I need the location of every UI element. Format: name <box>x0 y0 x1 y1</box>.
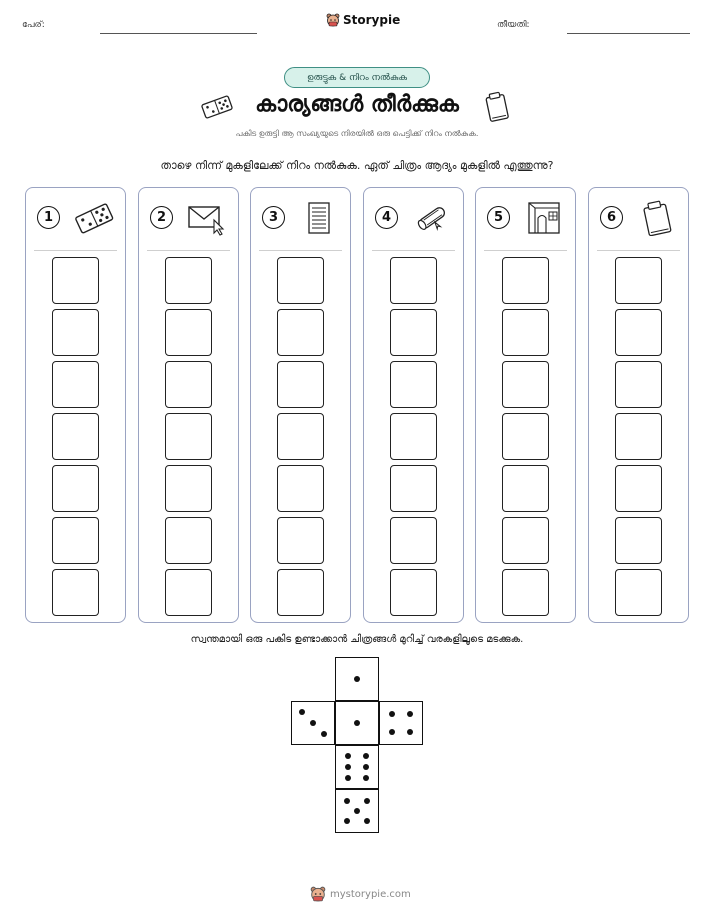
name-label: പേര്: <box>22 20 45 30</box>
color-box[interactable] <box>52 309 99 356</box>
color-box[interactable] <box>277 257 324 304</box>
column-2 <box>138 187 239 623</box>
color-box[interactable] <box>502 309 549 356</box>
color-box[interactable] <box>277 413 324 460</box>
color-box[interactable] <box>615 413 662 460</box>
die-face-1 <box>335 701 379 745</box>
color-box[interactable] <box>615 569 662 616</box>
color-box[interactable] <box>502 517 549 564</box>
footer <box>310 886 411 902</box>
scroll-icon <box>412 200 452 236</box>
color-box[interactable] <box>390 569 437 616</box>
color-box[interactable] <box>165 413 212 460</box>
brand-logo <box>326 13 400 27</box>
color-box[interactable] <box>52 569 99 616</box>
color-box[interactable] <box>277 465 324 512</box>
color-box[interactable] <box>390 465 437 512</box>
column-6 <box>588 187 689 623</box>
column-divider <box>372 250 455 251</box>
clipboard-icon <box>637 200 677 236</box>
column-divider <box>484 250 567 251</box>
room-window-icon <box>524 200 564 236</box>
column-divider <box>34 250 117 251</box>
color-box[interactable] <box>277 569 324 616</box>
color-box[interactable] <box>52 413 99 460</box>
color-box[interactable] <box>502 257 549 304</box>
instruction-text: താഴെ നിന്ന് മുകളിലേക്ക് നിറം നൽകുക. ഏത് ചിത്രം ആദ്യം മുകളിൽ എത്തുന്നു? <box>160 159 554 172</box>
brand-name: Storypie <box>343 13 401 27</box>
footer-link[interactable]: mystorypie.com <box>330 888 411 900</box>
die-face-6 <box>335 745 379 789</box>
color-box[interactable] <box>52 361 99 408</box>
color-box[interactable] <box>502 569 549 616</box>
color-box[interactable] <box>277 361 324 408</box>
column-number: 2 <box>150 206 173 229</box>
color-box[interactable] <box>390 413 437 460</box>
notepad-icon <box>299 200 339 236</box>
color-box[interactable] <box>52 517 99 564</box>
column-divider <box>147 250 230 251</box>
color-box[interactable] <box>165 309 212 356</box>
die-face-1 <box>335 657 379 701</box>
column-number: 1 <box>37 206 60 229</box>
color-box[interactable] <box>615 257 662 304</box>
net-instruction: സ്വന്തമായി ഒരു പകിട ഉണ്ടാക്കാൻ ചിത്രങ്ങൾ മുറിച്ച് വരകളിലൂടെ മടക്കുക. <box>190 634 524 645</box>
page-subtitle: പകിട ഉരുട്ടി ആ സംഖ്യയുടെ നിരയിൽ ഒരു പെട്ടിക്ക് നിറം നൽകുക. <box>235 129 479 138</box>
date-label: തീയതി: <box>497 20 530 30</box>
die-face-5 <box>335 789 379 833</box>
color-box[interactable] <box>165 517 212 564</box>
color-box[interactable] <box>615 309 662 356</box>
color-box[interactable] <box>277 309 324 356</box>
column-5 <box>475 187 576 623</box>
clipboard-icon <box>482 90 512 124</box>
die-face-3 <box>291 701 335 745</box>
color-box[interactable] <box>502 361 549 408</box>
column-number: 6 <box>600 206 623 229</box>
color-box[interactable] <box>615 517 662 564</box>
color-box[interactable] <box>52 465 99 512</box>
color-box[interactable] <box>502 413 549 460</box>
color-box[interactable] <box>502 465 549 512</box>
color-box[interactable] <box>390 257 437 304</box>
color-box[interactable] <box>615 465 662 512</box>
column-divider <box>259 250 342 251</box>
bear-icon <box>326 13 340 27</box>
activity-badge: ഉരുട്ടുക & നിറം നൽകുക <box>284 67 430 88</box>
color-box[interactable] <box>165 257 212 304</box>
color-box[interactable] <box>165 569 212 616</box>
column-number: 3 <box>262 206 285 229</box>
column-number: 5 <box>487 206 510 229</box>
column-divider <box>597 250 680 251</box>
bear-icon <box>310 886 326 902</box>
column-number: 4 <box>375 206 398 229</box>
date-line <box>567 33 690 34</box>
color-box[interactable] <box>390 361 437 408</box>
column-3 <box>250 187 351 623</box>
domino-icon <box>74 200 114 236</box>
color-box[interactable] <box>52 257 99 304</box>
color-box[interactable] <box>390 517 437 564</box>
color-box[interactable] <box>165 465 212 512</box>
column-1 <box>25 187 126 623</box>
envelope-cursor-icon <box>187 200 227 236</box>
name-line <box>100 33 257 34</box>
color-box[interactable] <box>615 361 662 408</box>
color-box[interactable] <box>277 517 324 564</box>
color-box[interactable] <box>165 361 212 408</box>
column-4 <box>363 187 464 623</box>
page-title: കാര്യങ്ങൾ തീർക്കുക <box>255 92 459 117</box>
color-box[interactable] <box>390 309 437 356</box>
die-face-4 <box>379 701 423 745</box>
